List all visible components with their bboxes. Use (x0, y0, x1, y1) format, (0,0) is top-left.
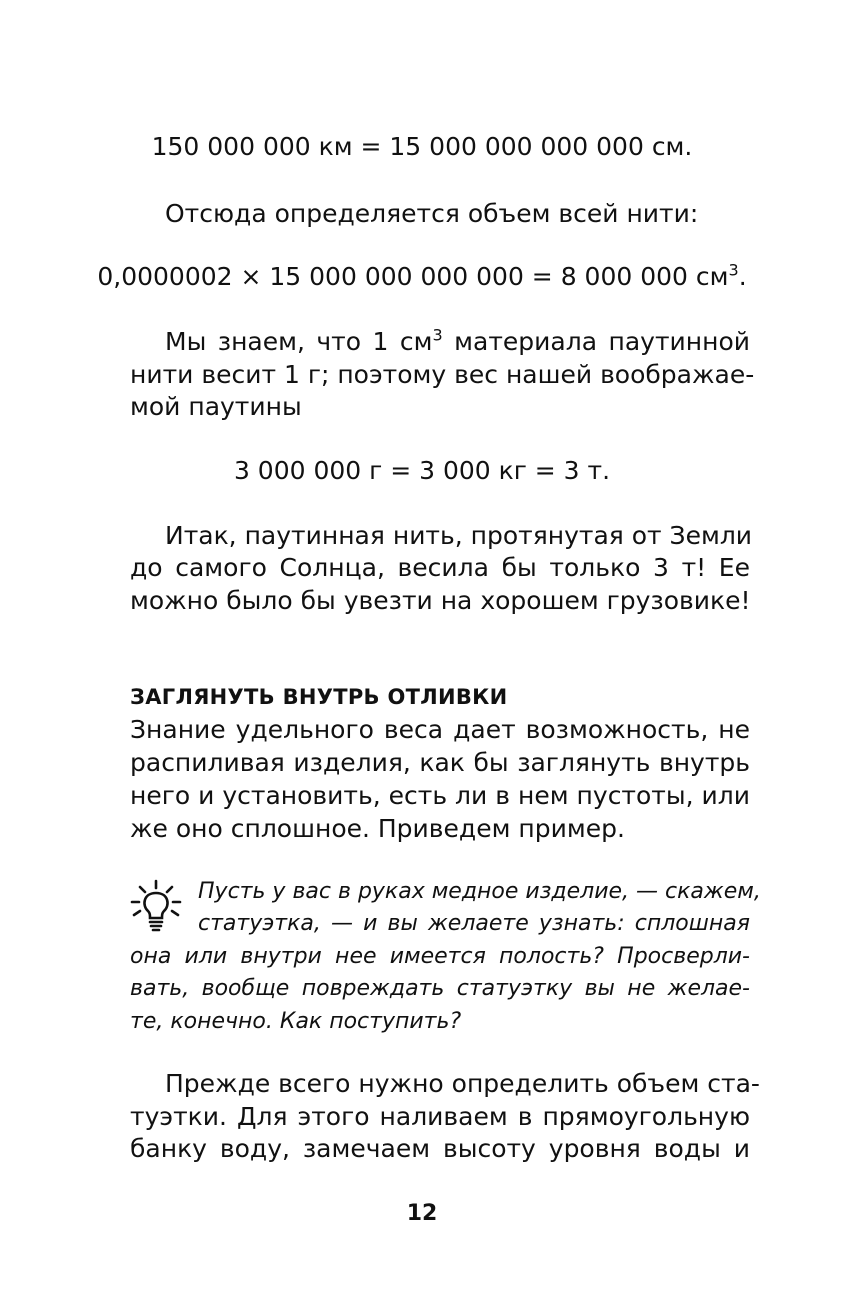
conclusion-line-1: Итак, паутинная нить, протянутая от Земли (165, 521, 753, 550)
conclusion-line-3: можно было бы увезти на хорошем грузовике! (130, 586, 751, 615)
distance-equation: 150 000 000 км = 15 000 000 000 000 см. (151, 132, 693, 161)
page-number: 12 (406, 1201, 438, 1226)
tip-line-4: вать, вообще повреждать статуэтку вы не желае- (130, 976, 750, 1001)
section-line-3: него и установить, есть ли в нем пустоты, или (130, 781, 750, 810)
tip-line-2: статуэтка, — и вы желаете узнать: сплошная (198, 911, 750, 936)
weight-line-1-start: Мы знаем, что 1 см (165, 327, 433, 356)
volume-intro: Отсюда определяется объем всей нити: (165, 199, 699, 228)
conclusion-line-2: до самого Солнца, весила бы только 3 т! Ее (130, 553, 750, 582)
weight-line-1-exponent: 3 (432, 325, 443, 345)
section-line-1: Знание удельного веса дает возможность, не (130, 715, 750, 744)
weight-line-3: мой паутины (130, 392, 302, 421)
section-heading: ЗАГЛЯНУТЬ ВНУТРЬ ОТЛИВКИ (130, 685, 508, 709)
lightbulb-icon (128, 878, 184, 934)
weight-line-1 (165, 326, 750, 358)
volume-equation-exponent: 3 (728, 260, 739, 280)
tip-line-5: те, конечно. Как поступить? (130, 1009, 462, 1034)
weight-equation: 3 000 000 г = 3 000 кг = 3 т. (233, 456, 611, 485)
volume-equation (0, 261, 844, 293)
volume-equation-end: . (738, 262, 747, 291)
final-line-1: Прежде всего нужно определить объем ста- (165, 1069, 760, 1098)
tip-line-1: Пусть у вас в руках медное изделие, — скажем, (198, 879, 761, 904)
final-line-3: банку воду, замечаем высоту уровня воды и (130, 1134, 750, 1163)
section-line-2: распиливая изделия, как бы заглянуть внутрь (130, 748, 750, 777)
weight-line-2: нити весит 1 г; поэтому вес нашей воображае- (130, 360, 755, 389)
tip-line-3: она или внутри нее имеется полость? Просверли- (130, 944, 750, 969)
final-line-2: туэтки. Для этого наливаем в прямоугольную (130, 1102, 750, 1131)
weight-line-1-end: материала паутинной (442, 327, 750, 356)
volume-equation-main: 0,0000002 × 15 000 000 000 000 = 8 000 000 см (97, 262, 729, 291)
section-line-4: же оно сплошное. Приведем пример. (130, 814, 625, 843)
